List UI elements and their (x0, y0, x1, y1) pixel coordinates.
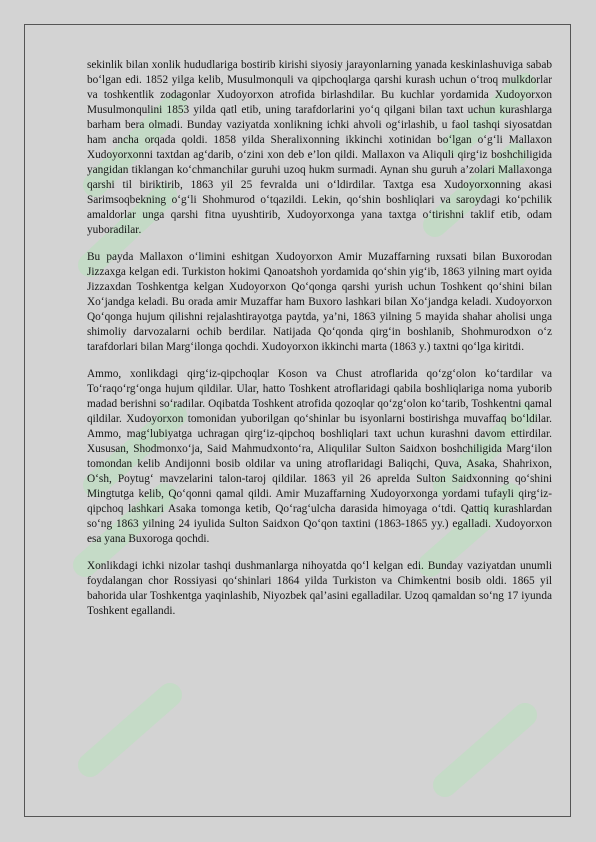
paragraph-4: Xonlikdagi ichki nizolar tashqi dushmanlarga nihoyatda qo‘l kelgan edi. Bunday vaziyatdan unumli foydalangan chor Rossiyasi qo‘shinlari 1864 yilda Turkiston va Chimkentni bosib oldi. 1865 yil bahorida ular Toshkentga yaqinlashib, Niyozbek qal’asini egalladilar. Uzoq qamaldan so‘ng 17 iyunda Toshkent egallandi. (87, 560, 552, 617)
watermark-stripe (445, 715, 525, 785)
document-body (87, 58, 552, 619)
watermark-stripe (90, 695, 170, 765)
page-frame (24, 24, 571, 817)
paragraph-2: Bu payda Mallaxon o‘limini eshitgan Xudoyorxon Amir Muzaffarning ruxsati bilan Buxorodan Jizzaxga kelgan edi. Turkiston hokimi Qanoatshoh yordamida qo‘shin yig‘ib, 1863 yilning mart oyida Jizzaxdan Toshkentga kelgan Xudoyorxon Qo‘qonga qarshi yurish uchun Toshkent qo‘shini bilan Xo‘jandga keladi. Bu orada amir Muzaffar ham Buxoro lashkari bilan Xo‘jandga keladi. Xudoyorxon Qo‘qonga hujum qilishni rejalashtirayotga paytda, ya’ni, 1863 yilning 5 mayida shahar aholisi unga shimoliy darvozalarni ochib berdilar. Natijada Qo‘qonda qirg‘in boshlanib, Shohmurodxon o‘z tarafdorlari bilan Marg‘ilonga qochdi. Xudoyorxon ikkinchi marta (1863 y.) taxtni qo‘lga kiritdi. (87, 251, 552, 353)
paragraph-1: sekinlik bilan xonlik hududlariga bostirib kirishi siyosiy jarayonlarning yanada keskinlashuviga sabab bo‘lgan edi. 1852 yilga kelib, Musulmonquli va qipchoqlarga qarshi kurash uchun o‘troq mulkdorlar va toshkentlik zodagonlar Xudoyorxon atrofida birlashdilar. Bu kuchlar yordamida Xudoyorxon Musulmonqulini 1853 yilda qatl etib, uning tarafdorlarini yo‘q qilgani bilan taxt uchun kurashlarga barham bera olmadi. Bunday vaziyatda xonlikning ichki ahvoli og‘irlashib, u faol tashqi siyosatdan ham ancha orqada qoldi. 1858 yilda Sheralixonning ikkinchi xotinidan bo‘lgan o‘g‘li Mallaxon Xudoyorxonni taxtdan ag‘darib, o‘zini xon deb e’lon qildi. Mallaxon va Aliquli qirg‘iz boshchiligida yangidan tiklangan ko‘chmanchilar guruhi uzoq hukm surmadi. Aynan shu guruh a’zolari Mallaxonga qarshi til biriktirib, 1863 yil 25 fevralda uni o‘ldirdilar. Taxtga esa Xudoyorxonning akasi Sarimsoqbekning o‘g‘li Shohmurod o‘tqazildi. Lekin, qo‘shin boshliqlari va saroydagi ko‘pchilik amaldorlar unga qarshi fitna uyushtirib, Xudoyorxonga yana taxtga o‘tirishni taklif etib, odam yuboradilar. (87, 59, 552, 236)
paragraph-3: Ammo, xonlikdagi qirg‘iz-qipchoqlar Koson va Chust atroflarida qo‘zg‘olon ko‘tardilar va To‘raqo‘rg‘onga hujum qildilar. Ular, hatto Toshkent atroflaridagi qabila boshliqlariga noma yuborib madad berishni so‘radilar. Oqibatda Toshkent atrofida qozoqlar qo‘zg‘olon ko‘tarib, Toshkentni qamal qildilar. Xudoyorxon tomonidan yuborilgan qo‘shinlar bu isyonlarni bostirishga muvaffaq bo‘ldilar. Ammo, mag‘lubiyatga uchragan qirg‘iz-qipchoq boshliqlari taxt uchun kurashni davom ettirdilar. Xususan, Shodmonxo‘ja, Said Mahmudxonto‘ra, Aliqulilar Sulton Saidxon boshchiligida Marg‘ilon tomondan kelib Andijonni bosib oldilar va uning atroflaridagi Baliqchi, Quva, Asaka, Shahrixon, O‘sh, Poytug‘ mavzelarini talon-taroj qildilar. 1863 yil 26 aprelda Sulton Saidxonning qo‘shini Mingtutga kelib, Qo‘qonni qamal qildi. Amir Muzaffarning Xudoyorxonga yordami tufayli qirg‘iz-qipchoq lashkari Asaka tomonga ketib, Qo‘rag‘ulcha darasida himoyaga o‘tdi. Qattiq kurashlardan so‘ng 1863 yilning 24 iyulida Sulton Saidxon Qo‘qon taxtini (1863-1865 yy.) egalladi. Xudoyorxon esa yana Buxoroga qochdi. (87, 368, 552, 545)
